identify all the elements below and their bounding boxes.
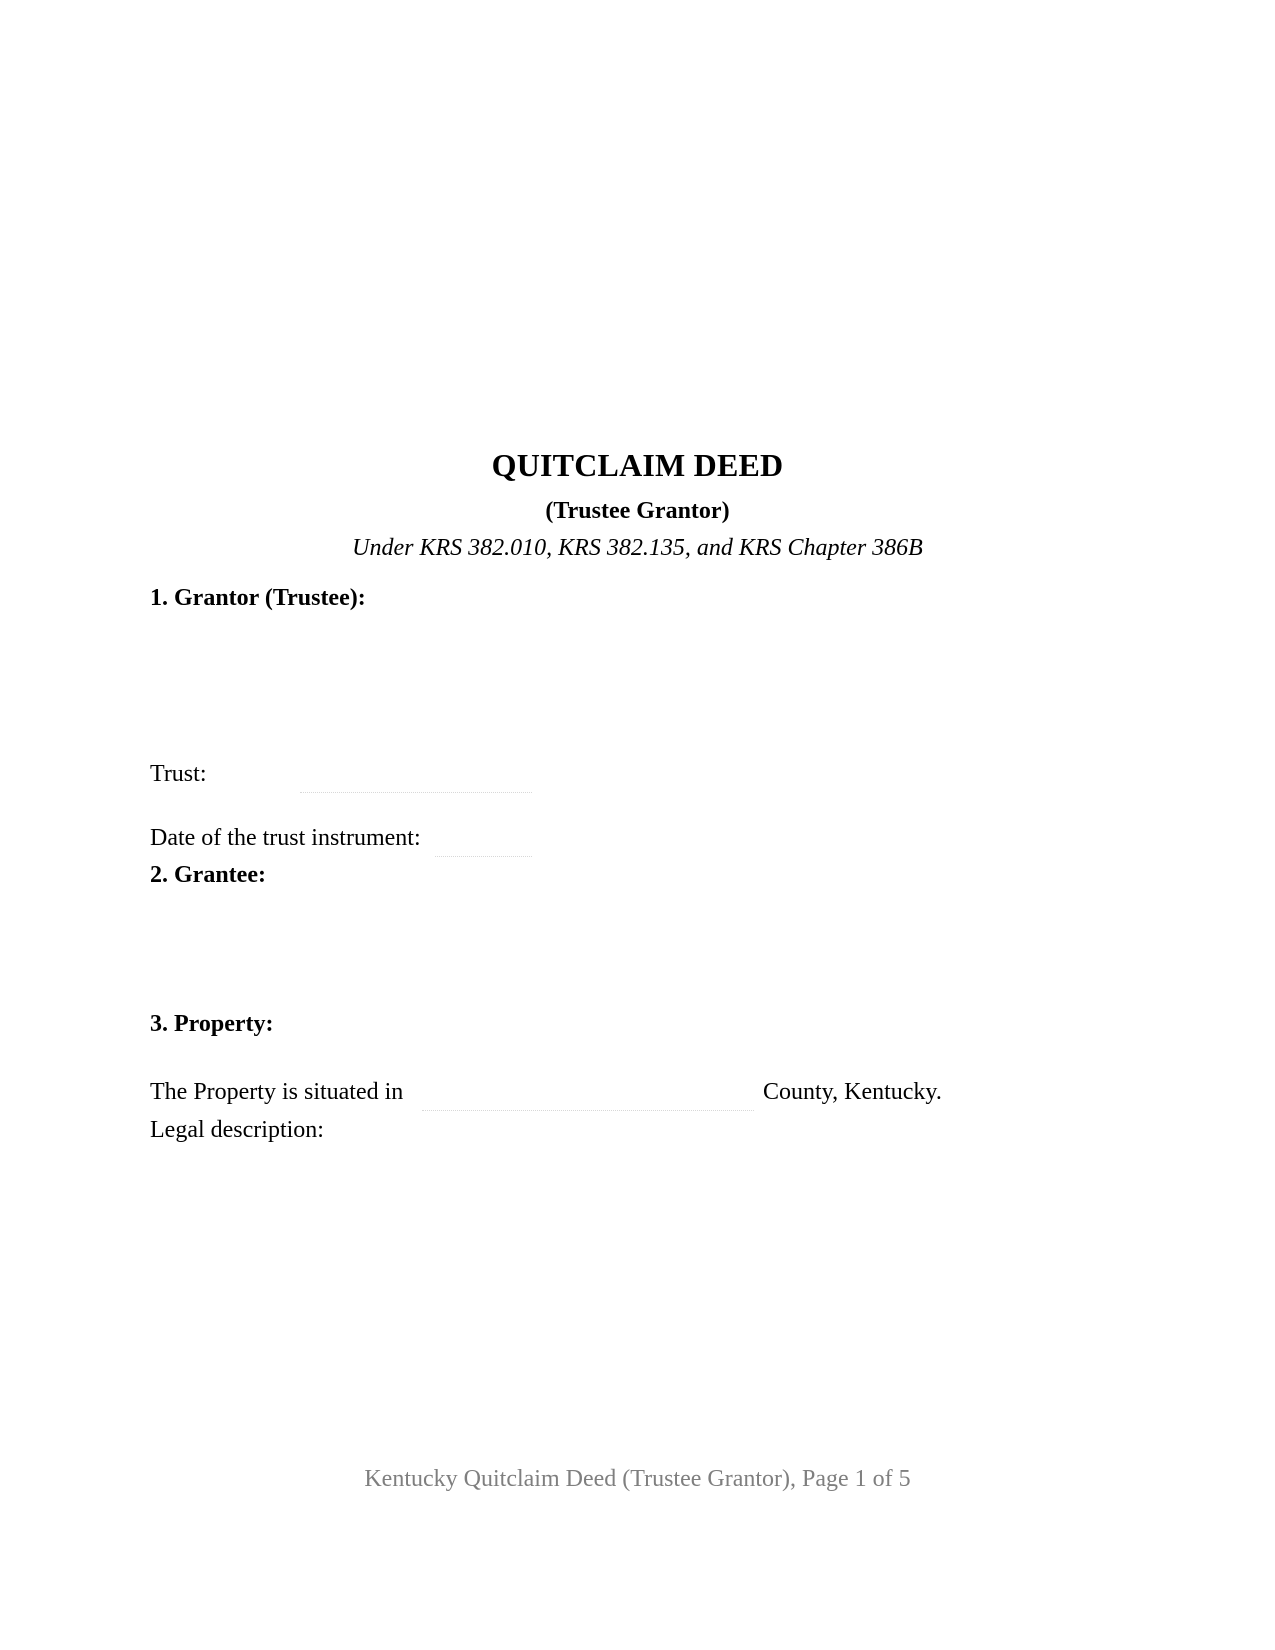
document-subtitle: (Trustee Grantor): [545, 498, 730, 524]
statute-reference: Under KRS 382.010, KRS 382.135, and KRS Chapter 386B: [352, 535, 923, 561]
trust-name-blank[interactable]: [300, 791, 532, 793]
trust-date-label: Date of the trust instrument:: [150, 825, 421, 851]
grantee-heading: 2. Grantee:: [150, 862, 266, 888]
grantor-heading: 1. Grantor (Trustee):: [150, 585, 366, 611]
property-situated-prefix: The Property is situated in: [150, 1079, 404, 1105]
trust-date-blank[interactable]: [435, 855, 532, 857]
property-situated-suffix: County, Kentucky.: [763, 1079, 942, 1105]
legal-description-label: Legal description:: [150, 1117, 324, 1143]
county-blank[interactable]: [422, 1109, 754, 1111]
document-title: QUITCLAIM DEED: [491, 447, 784, 483]
page-footer: Kentucky Quitclaim Deed (Trustee Grantor), Page 1 of 5: [364, 1466, 911, 1492]
trust-label: Trust:: [150, 761, 207, 787]
property-heading: 3. Property:: [150, 1011, 274, 1037]
